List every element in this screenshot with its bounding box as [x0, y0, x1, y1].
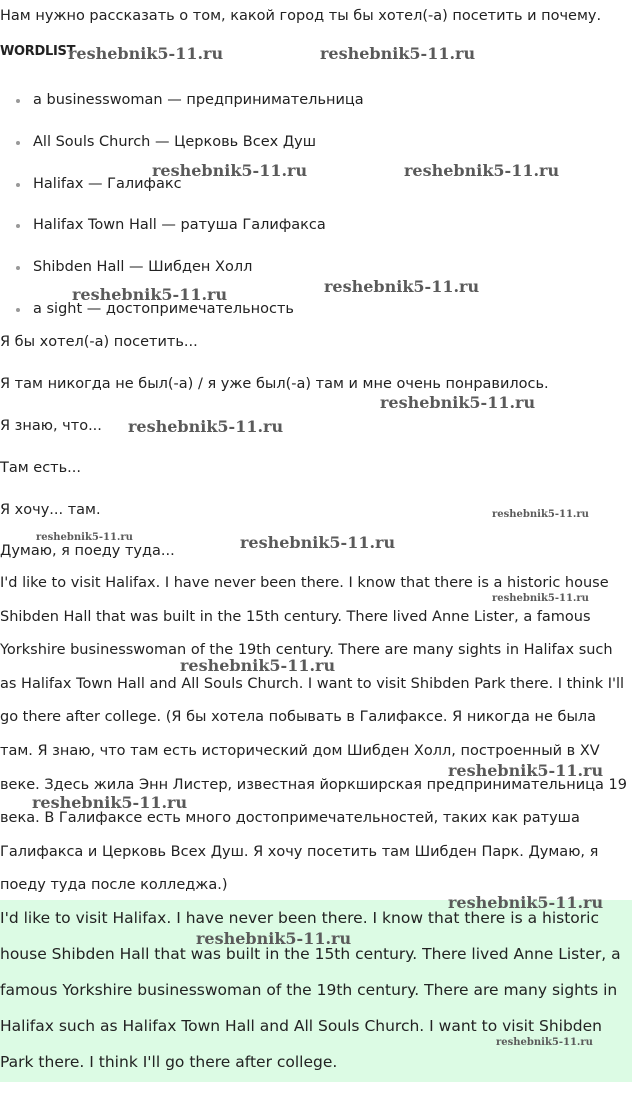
watermark: reshebnik5-11.ru [320, 44, 476, 63]
watermark: reshebnik5-11.ru [492, 593, 589, 604]
task-intro: Нам нужно рассказать о том, какой город ты бы хотел(-а) посетить и почему. [0, 8, 602, 24]
watermark: reshebnik5-11.ru [128, 417, 284, 436]
watermark: reshebnik5-11.ru [196, 929, 352, 948]
watermark: reshebnik5-11.ru [380, 393, 536, 412]
watermark: reshebnik5-11.ru [492, 509, 589, 520]
highlighted-answer-text: I'd like to visit Halifax. I have never been there. I know that there is a historic house Shibden Hall that was built in the 15th century. There lived Anne Lister, a famous Yorkshire businesswoman of the 19th century. There are many sights in Halifax such as Halifax Town Hall and All Souls Church. I want to visit Shibden Park there. I think I'll go there after college. [0, 909, 621, 1071]
watermark: reshebnik5-11.ru [324, 277, 480, 296]
watermark: reshebnik5-11.ru [36, 532, 133, 543]
bullet-icon [16, 224, 20, 228]
bullet-icon [16, 141, 20, 145]
phrase: Я знаю, что... [0, 418, 102, 434]
bullet-icon [16, 266, 20, 270]
bullet-icon [16, 99, 20, 103]
phrase: Думаю, я поеду туда... [0, 543, 175, 559]
watermark: reshebnik5-11.ru [68, 44, 224, 63]
watermark: reshebnik5-11.ru [448, 761, 604, 780]
phrase: Там есть... [0, 460, 82, 476]
watermark: reshebnik5-11.ru [240, 533, 396, 552]
phrase: Я хочу... там. [0, 502, 101, 518]
watermark: reshebnik5-11.ru [448, 893, 604, 912]
bullet-icon [16, 308, 20, 312]
phrase: Я там никогда не был(-а) / я уже был(-а) там и мне очень понравилось. [0, 376, 549, 392]
watermark: reshebnik5-11.ru [72, 285, 228, 304]
bullet-icon [16, 183, 20, 187]
watermark: reshebnik5-11.ru [32, 793, 188, 812]
watermark: reshebnik5-11.ru [180, 656, 336, 675]
answer-paragraph: I'd like to visit Halifax. I have never been there. I know that there is a historic house Shibden Hall that was built in the 15th century. There lived Anne Lister, a famous Yorkshire businesswoman of the 19th century. There are many sights in Halifax such as Halifax Town Hall and All Souls Church. I want to visit Shibden Park there. I think I'll go there after college. (Я бы хотела побывать в Галифаксе. Я никогда не была там. Я знаю, что там есть исторический дом Шибден Холл, построенный в XV веке. Здесь жила Энн Листер, известная йоркширская предпринимательница 19 века. В Галифаксе есть много достопримечательностей, таких как ратуша Галифакса и Церковь Всех Душ. Я хочу посетить там Шибден Парк. Думаю, я поеду туда после колледжа.) [0, 575, 627, 894]
watermark: reshebnik5-11.ru [404, 161, 560, 180]
watermark: reshebnik5-11.ru [496, 1037, 593, 1048]
watermark: reshebnik5-11.ru [152, 161, 308, 180]
phrase: Я бы хотел(-а) посетить... [0, 334, 198, 350]
wordlist-heading: WORDLIST [0, 44, 76, 59]
